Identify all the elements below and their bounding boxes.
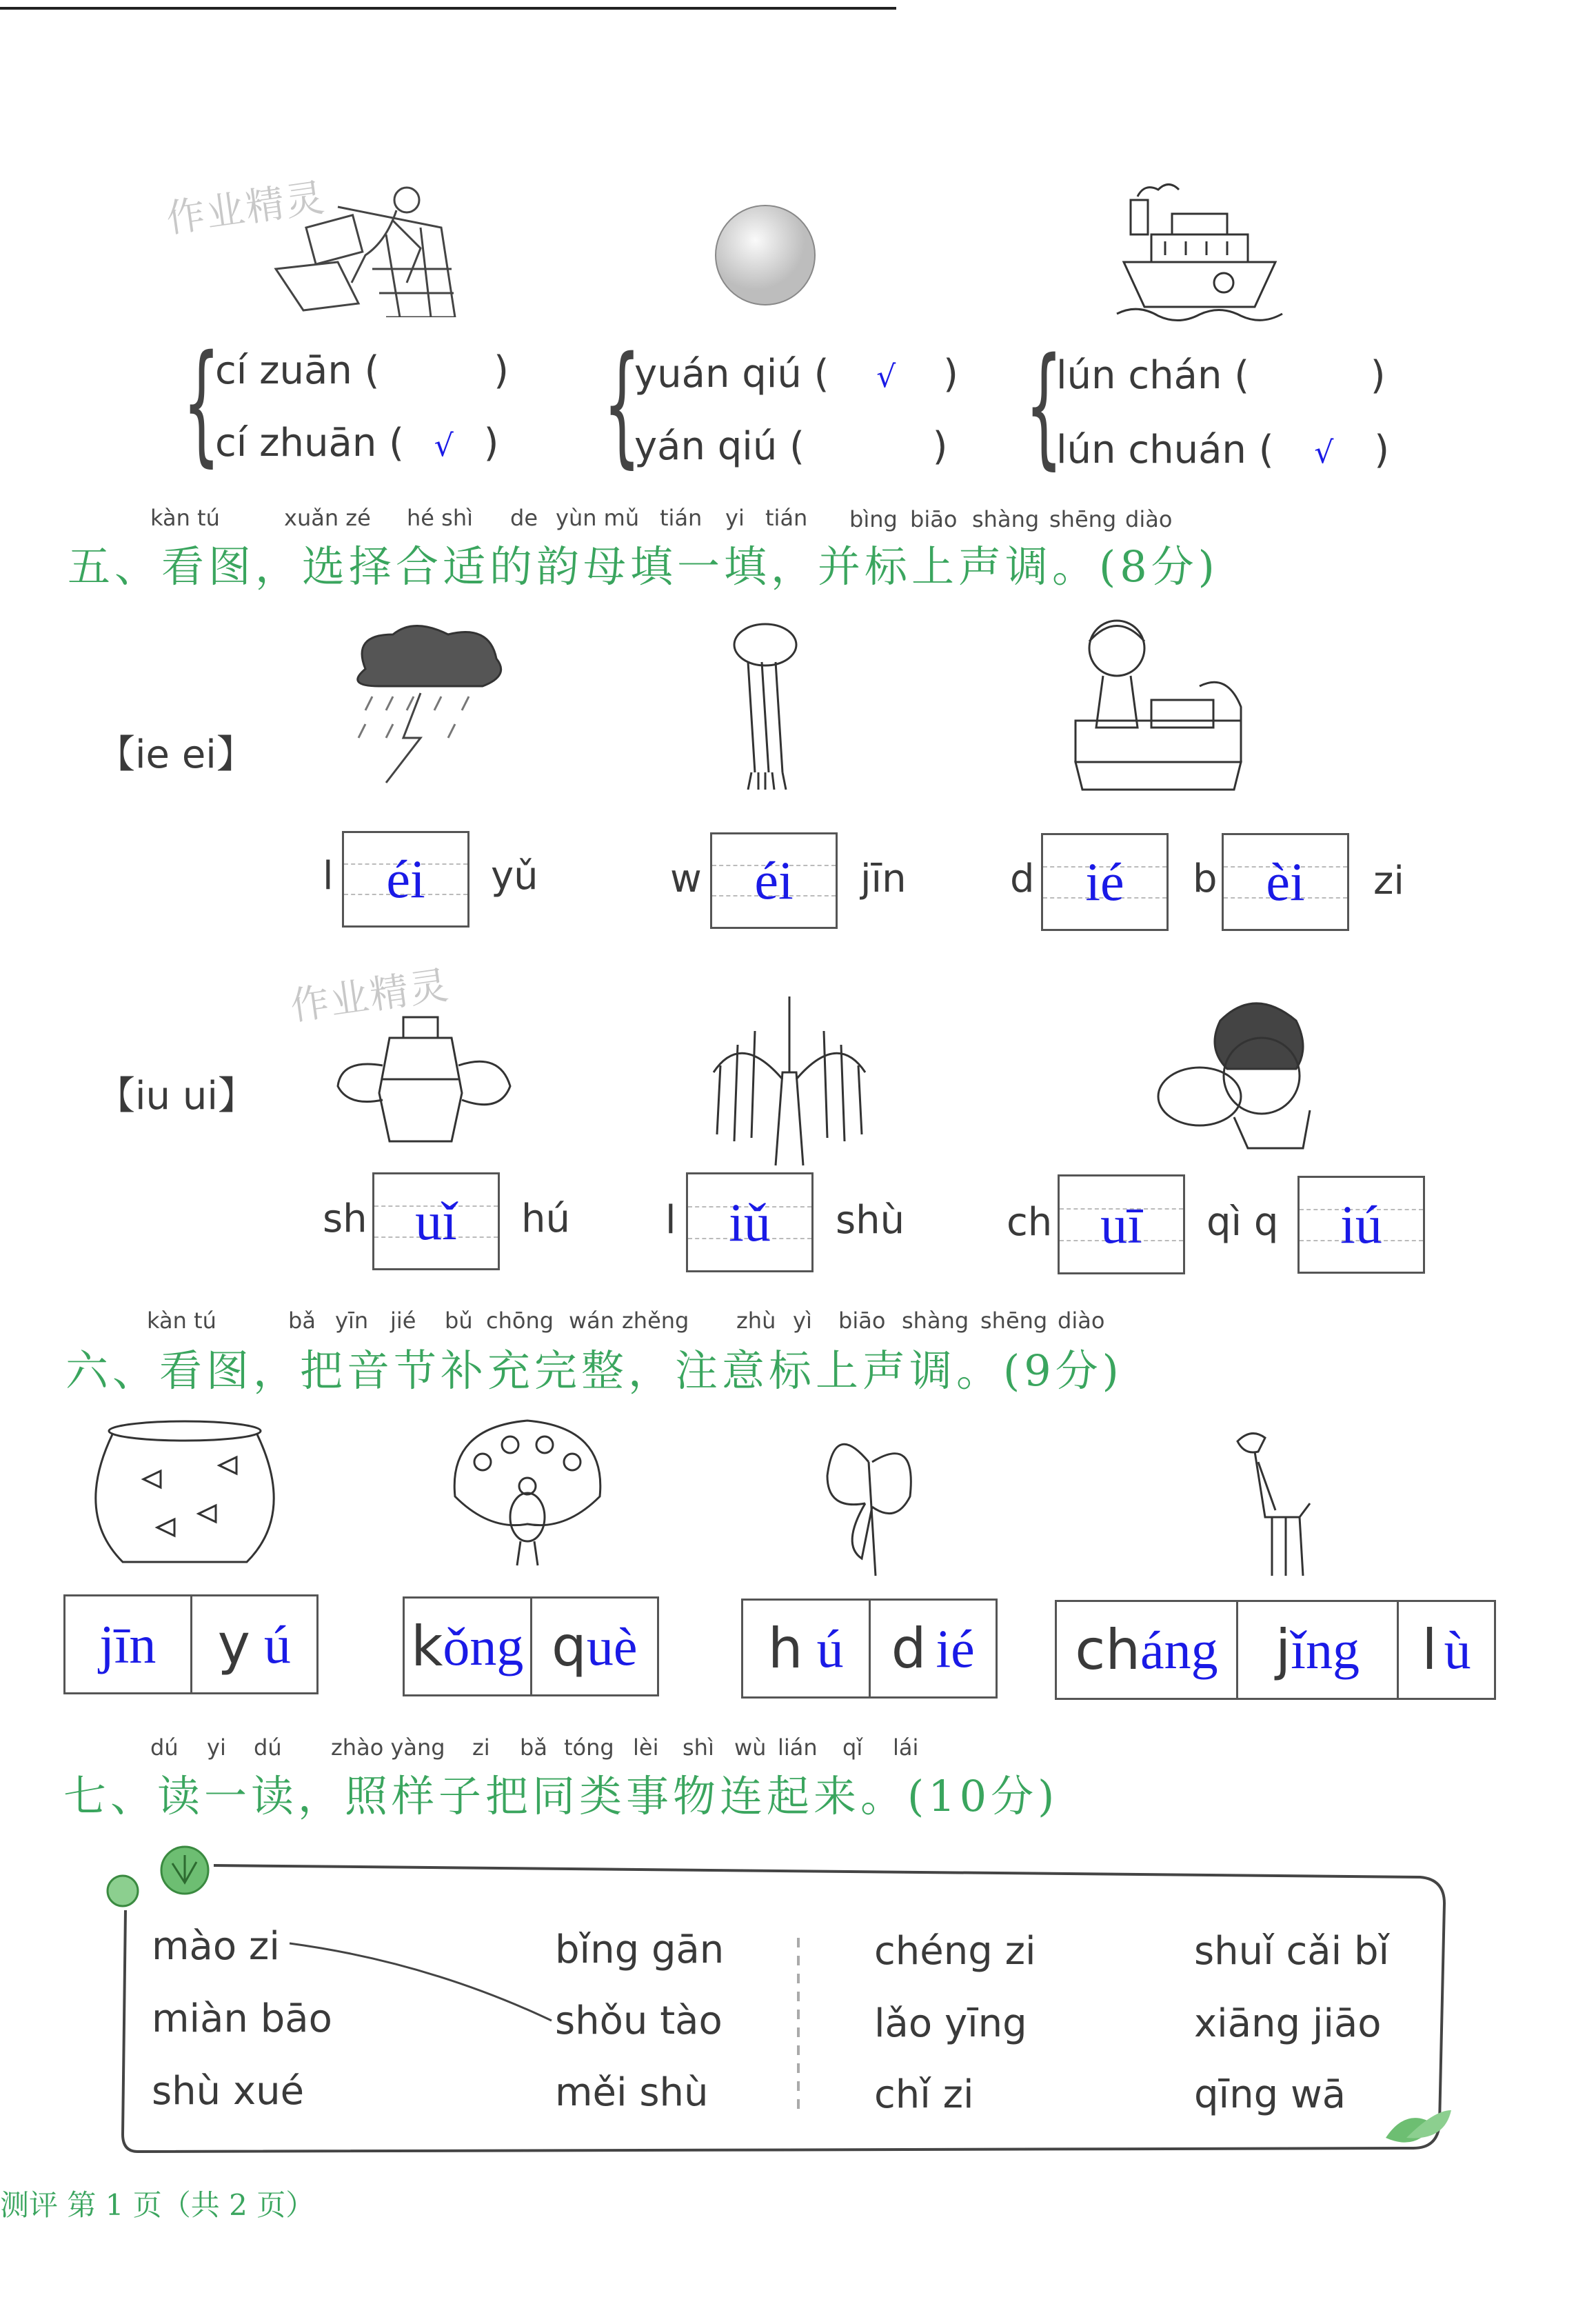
s7-pinyin-3: dú	[254, 1734, 282, 1761]
s6-pinyin-12: shàng	[902, 1308, 969, 1334]
syllable-cell[interactable]	[743, 1601, 871, 1696]
r2-pre-1: sh	[323, 1196, 367, 1241]
s7-pinyin-2: yi	[207, 1734, 226, 1761]
check-mark: √	[876, 359, 896, 394]
s7-pinyin-10: wù	[734, 1734, 767, 1761]
given-letter: j	[1275, 1618, 1291, 1682]
given-letter: y	[217, 1612, 250, 1676]
answer: ú	[816, 1618, 844, 1679]
c4-item-3[interactable]: qīng wā	[1194, 2072, 1346, 2117]
r1-post-3: b	[1193, 857, 1218, 901]
brace-1: {	[183, 327, 221, 479]
c2-item-1[interactable]: bǐng gān	[555, 1927, 725, 1972]
giraffe-picture	[1217, 1421, 1320, 1579]
r2-post-2: shù	[836, 1198, 905, 1243]
answer: jīn	[99, 1614, 156, 1674]
butterfly-picture	[814, 1421, 924, 1579]
s5-pinyin-6: tián	[660, 505, 703, 531]
c3-item-2[interactable]: lǎo yīng	[874, 2001, 1027, 2046]
given-letter: ch	[1075, 1618, 1141, 1682]
row1-label: 【ie ei】	[97, 732, 255, 777]
answer: éi	[386, 849, 425, 909]
r1-pre-2: w	[670, 857, 702, 901]
s5-pinyin-13: diào	[1125, 506, 1173, 532]
given-letter: k	[411, 1614, 443, 1679]
word-box-jinyu[interactable]	[63, 1594, 319, 1694]
section5-title: 五、看图，选择合适的韵母填一填，并标上声调。(8分)	[68, 541, 1219, 592]
s5-pinyin-12: shēng	[1049, 506, 1117, 532]
syllable-cell[interactable]	[1399, 1602, 1494, 1698]
page-footer: 测评 第 1 页（共 2 页）	[0, 2188, 315, 2222]
s6-pinyin-8: zhěng	[622, 1308, 689, 1334]
option-lunchan: lún chán ( )	[1056, 353, 1386, 398]
check-mark: √	[434, 428, 454, 463]
s6-pinyin-3: yīn	[335, 1308, 369, 1334]
option-cizhuan: cí zhuān ( √ )	[215, 421, 499, 465]
answer: uī	[1100, 1194, 1142, 1254]
word-box-changjinglu[interactable]	[1055, 1600, 1496, 1700]
s7-pinyin-4: zhào yàng	[331, 1734, 445, 1761]
r1-post-2: jīn	[860, 857, 907, 901]
answer: ú	[263, 1614, 291, 1674]
s6-pinyin-10: yì	[793, 1308, 812, 1334]
s7-pinyin-7: tóng	[564, 1734, 614, 1761]
s6-pinyin-11: biāo	[838, 1308, 886, 1334]
syllable-cell[interactable]	[405, 1599, 532, 1694]
girl-making-bed-picture	[1062, 610, 1255, 797]
answer: uè	[586, 1616, 638, 1676]
rain-cloud-picture	[338, 621, 510, 786]
answer-box-r2-2[interactable]	[686, 1172, 814, 1272]
word-box-hudie[interactable]	[741, 1599, 998, 1699]
ball-picture	[710, 200, 820, 310]
s7-pinyin-6: bǎ	[520, 1734, 547, 1761]
c4-item-2[interactable]: xiāng jiāo	[1194, 2001, 1382, 2046]
syllable-cell[interactable]	[65, 1596, 192, 1692]
s7-pinyin-5: zi	[472, 1734, 490, 1761]
s5-pinyin-3: hé shì	[407, 505, 473, 531]
given-letter: q	[552, 1614, 587, 1679]
answer: ié	[1085, 852, 1124, 912]
answer-box-r1-3[interactable]	[1041, 833, 1169, 931]
s5-pinyin-7: yi	[725, 505, 745, 531]
answer: iǔ	[729, 1192, 771, 1252]
c4-item-1[interactable]: shuǐ cǎi bǐ	[1194, 1929, 1390, 1974]
willow-tree-picture	[700, 990, 879, 1169]
r1-pre-3: d	[1010, 857, 1035, 901]
brace-3: {	[1025, 330, 1063, 482]
s6-pinyin-4: jié	[390, 1308, 416, 1334]
syllable-cell[interactable]	[192, 1596, 317, 1692]
c1-item-3[interactable]: shù xué	[152, 2069, 305, 2114]
s7-pinyin-9: shì	[683, 1734, 714, 1761]
answer: áng	[1140, 1619, 1218, 1680]
scarf-picture	[720, 614, 810, 793]
given-letter: h	[767, 1616, 803, 1681]
answer: uǐ	[415, 1191, 457, 1251]
answer: ǐng	[1291, 1619, 1360, 1680]
answer: iú	[1340, 1194, 1382, 1254]
s5-pinyin-4: de	[510, 505, 538, 531]
r2-pre-3: ch	[1007, 1200, 1053, 1245]
s7-pinyin-12: qǐ	[842, 1734, 863, 1761]
fishbowl-picture	[81, 1417, 288, 1569]
s6-pinyin-7: wán	[569, 1308, 615, 1334]
c3-item-1[interactable]: chéng zi	[874, 1929, 1036, 1974]
watermark-top: 作业精灵	[163, 175, 329, 242]
s6-pinyin-13: shēng	[980, 1308, 1048, 1334]
s5-pinyin-8: tián	[765, 505, 808, 531]
s5-pinyin-1: kàn tú	[150, 505, 220, 531]
s6-pinyin-6: chōng	[486, 1308, 554, 1334]
answer-box-r1-1[interactable]	[342, 831, 469, 928]
answer: èi	[1266, 852, 1305, 912]
syllable-cell[interactable]	[1057, 1602, 1238, 1698]
c1-item-2[interactable]: miàn bāo	[152, 1996, 332, 2041]
r1-post-4: zi	[1373, 859, 1404, 903]
s7-pinyin-11: lián	[778, 1734, 818, 1761]
s5-pinyin-11: shàng	[972, 506, 1040, 532]
option-cizuan: cí zuān ( )	[215, 348, 509, 393]
water-bottle-picture	[334, 1010, 514, 1148]
option-yuanqiu: yuán qiú ( √ )	[634, 352, 958, 397]
s7-pinyin-13: lái	[893, 1734, 919, 1761]
s6-pinyin-9: zhù	[736, 1308, 776, 1334]
top-rule	[0, 7, 896, 10]
c2-item-3[interactable]: měi shù	[555, 2070, 709, 2115]
answer-box-r1-4[interactable]	[1222, 833, 1349, 931]
answer-box-r2-1[interactable]	[372, 1172, 500, 1270]
peacock-picture	[441, 1414, 614, 1572]
answer-box-r1-2[interactable]	[710, 832, 838, 929]
option-yanqiu: yán qiú ( )	[634, 424, 948, 469]
ship-picture	[1110, 179, 1289, 324]
s6-pinyin-2: bǎ	[288, 1308, 316, 1334]
section7-title: 七、读一读，照样子把同类事物连起来。(10分)	[63, 1771, 1059, 1821]
answer: ié	[936, 1618, 975, 1679]
given-letter: d	[891, 1616, 927, 1681]
watermark-middle: 作业精灵	[287, 963, 453, 1030]
s7-pinyin-1: dú	[150, 1734, 179, 1761]
r2-post-1: hú	[521, 1196, 570, 1241]
answer-box-r2-4[interactable]	[1297, 1176, 1425, 1274]
s5-pinyin-5: yùn mǔ	[556, 505, 640, 531]
boy-blowing-balloon-picture	[1151, 993, 1351, 1152]
answer: ǒng	[443, 1616, 524, 1676]
syllable-cell[interactable]	[532, 1599, 658, 1694]
syllable-cell[interactable]	[1238, 1602, 1399, 1698]
r1-pre-1: l	[323, 854, 334, 899]
r1-post-1: yǔ	[491, 854, 538, 899]
s7-pinyin-8: lèi	[633, 1734, 659, 1761]
option-lunchuan: lún chuán ( √ )	[1056, 428, 1390, 472]
c3-item-3[interactable]: chǐ zi	[874, 2072, 974, 2117]
answer: ù	[1444, 1619, 1471, 1680]
s5-pinyin-10: biāo	[910, 506, 958, 532]
syllable-cell[interactable]	[871, 1601, 996, 1696]
r2-pre-2: l	[665, 1198, 676, 1243]
section6-title: 六、看图，把音节补充完整，注意标上声调。(9分)	[65, 1345, 1123, 1396]
c1-item-1[interactable]: mào zi	[152, 1924, 280, 1969]
s6-pinyin-5: bǔ	[445, 1308, 473, 1334]
given-letter: l	[1422, 1618, 1437, 1682]
answer-box-r2-3[interactable]	[1058, 1174, 1185, 1274]
s5-pinyin-9: bìng	[849, 506, 898, 532]
check-mark: √	[1314, 435, 1334, 470]
brace-2: {	[603, 328, 641, 481]
c2-item-2[interactable]: shǒu tào	[555, 1999, 723, 2043]
word-box-kongque[interactable]	[403, 1596, 659, 1696]
s6-pinyin-1: kàn tú	[147, 1308, 216, 1334]
answer: éi	[754, 850, 794, 910]
row2-label: 【iu ui】	[97, 1074, 256, 1119]
r2-post-3: qì q	[1206, 1200, 1279, 1245]
s5-pinyin-2: xuǎn zé	[284, 505, 371, 531]
s6-pinyin-14: diào	[1058, 1308, 1105, 1334]
